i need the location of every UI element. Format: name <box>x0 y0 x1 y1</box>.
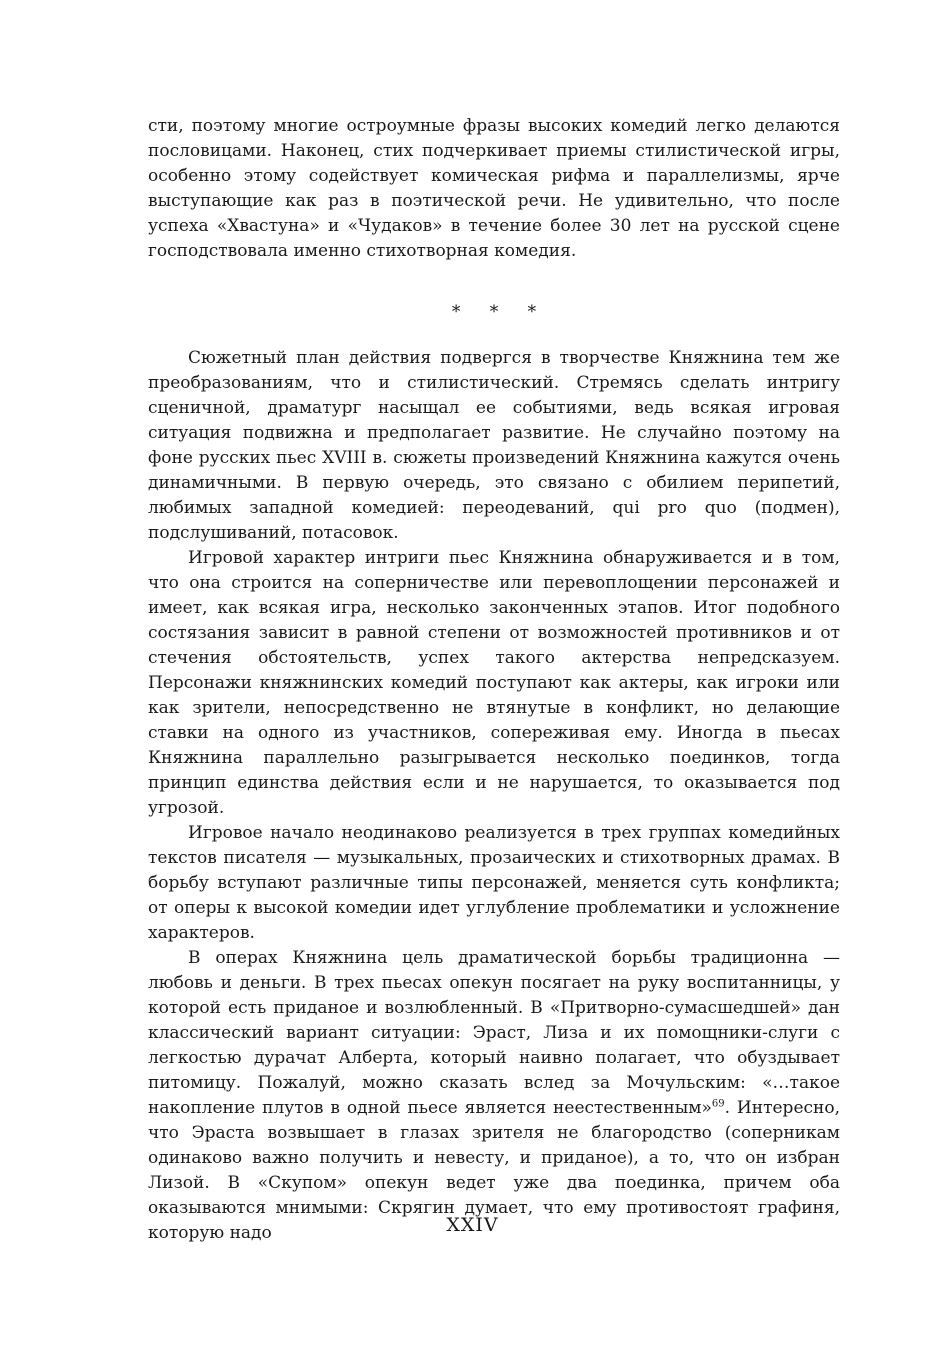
paragraph-game-principle: Игровое начало неодинаково реализуется в трех группах комедийных текстов писателя — музыкальных, прозаических и стихотворных драмах. В борьбу вступают различные типы персонажей, меняется суть конфликта; от оперы к высокой комедии идет углубление проблематики и усложнение характеров. <box>148 823 840 943</box>
paragraph-intrigue: Игровой характер интриги пьес Княжнина обнаруживается и в том, что она строится на соперничестве или перевоплощении персонажей и имеет, как всякая игра, несколько законченных этапов. Итог подобного состязания зависит в равной степени от возможностей противников и от стечения обстоятельств, успех такого актерства непредсказуем. Персонажи княжнинских комедий поступают как актеры, как игроки или как зрители, непосредственно не втянутые в конфликт, но делающие ставки на одного из участников, сопереживая ему. Иногда в пьесах Княжнина параллельно разыгрывается несколько поединков, тогда принцип единства действия если и не нарушается, то оказывается под угрозой. <box>148 548 840 818</box>
page-number: XXIV <box>446 1214 499 1236</box>
paragraph-operas-text-a: В операх Княжнина цель драматической борьбы традиционна — любовь и деньги. В трех пьесах опекун посягает на руку воспитанницы, у которой есть приданое и возлюбленный. В «Притворно-сумасшедшей» дан классический вариант ситуации: Эраст, Лиза и их помощники-слуги с легкостью дурачат Алберта, который наивно полагает, что обуздывает питомицу. Пожалуй, можно сказать вслед за Мочульским: «…такое накопление плутов в одной пьесе является неестественным» <box>148 948 840 1118</box>
section-separator: * * * <box>451 302 549 322</box>
paragraph-operas <box>148 946 840 1246</box>
paragraph-operas-text-b: . Интересно, что Эраста возвышает в глазах зрителя не благородство (соперникам одинаково важно получить и невесту, и приданое), а то, что он избран Лизой. В «Скупом» опекун ведет уже два поединка, причем оба оказываются мнимыми: Скрягин думает, что ему противостоят графиня, которую надо <box>148 1098 840 1243</box>
paragraph-continuation: сти, поэтому многие остроумные фразы высоких комедий легко делаются пословицами. Наконец, стих подчеркивает приемы стилистической игры, особенно этому содействует комическая рифма и параллелизмы, ярче выступающие как раз в поэтической речи. Не удивительно, что после успеха «Хвастуна» и «Чудаков» в течение более 30 лет на русской сцене господствовала именно стихотворная комедия. <box>148 116 840 261</box>
paragraph-plot: Сюжетный план действия подвергся в творчестве Княжнина тем же преобразованиям, что и стилистический. Стремясь сделать интригу сценичной, драматург насыщал ее событиями, ведь всякая игровая ситуация подвижна и предполагает развитие. Не случайно поэтому на фоне русских пьес XVIII в. сюжеты произведений Княжнина кажутся очень динамичными. В первую очередь, это связано с обилием перипетий, любимых западной комедией: переодеваний, qui pro quo (подмен), подслушиваний, потасовок. <box>148 348 840 543</box>
footnote-reference[interactable]: 69 <box>711 1098 725 1110</box>
page-body <box>148 114 840 1246</box>
